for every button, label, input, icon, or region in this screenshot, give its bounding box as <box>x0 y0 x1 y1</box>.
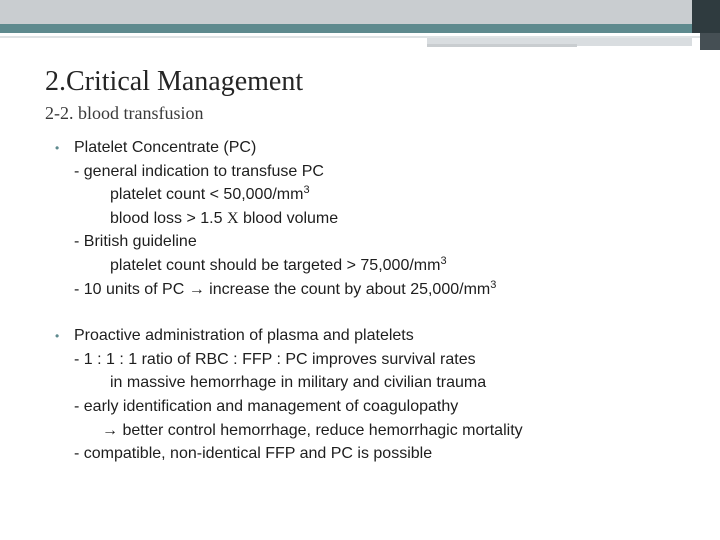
section1-line3-a: blood loss > 1.5 <box>110 210 227 227</box>
top-grey-band <box>0 0 720 24</box>
section2-line4: → better control hemorrhage, reduce hemorrhagic mortality <box>102 422 523 439</box>
superscript: 3 <box>490 279 497 291</box>
section2-line1: - 1 : 1 : 1 ratio of RBC : FFP : PC improves survival rates <box>74 351 476 368</box>
bullet-icon: • <box>55 329 60 343</box>
section1-line2 <box>110 184 310 206</box>
section1-line3-x: X <box>226 210 239 227</box>
top-teal-band <box>0 24 720 33</box>
section1-line6 <box>74 279 496 301</box>
section1-line1: - general indication to transfuse PC <box>74 163 324 180</box>
section2-line5: - compatible, non-identical FFP and PC is possible <box>74 445 433 462</box>
superscript: 3 <box>440 255 447 267</box>
section1-line5-text: platelet count should be targeted > 75,000/mm <box>110 257 441 274</box>
slide-subtitle: 2-2. blood transfusion <box>45 103 204 123</box>
section1-line5 <box>110 255 447 277</box>
section2-heading: Proactive administration of plasma and platelets <box>74 327 414 344</box>
bullet-icon: • <box>55 141 60 155</box>
section1-line2-text: platelet count < 50,000/mm <box>110 186 304 203</box>
slide-title: 2.Critical Management <box>45 66 304 97</box>
header-accent-bar-small <box>427 44 577 47</box>
section1-line3 <box>110 208 338 230</box>
section2-line2: in massive hemorrhage in military and civilian trauma <box>110 374 487 391</box>
corner-dark-block <box>692 0 720 33</box>
section1-line3-b: blood volume <box>238 210 339 227</box>
section1-heading: Platelet Concentrate (PC) <box>74 139 257 156</box>
superscript: 3 <box>303 184 310 196</box>
section1-line4: - British guideline <box>74 233 197 250</box>
section1-line6-text: - 10 units of PC → increase the count by about 25,000/mm <box>74 281 491 298</box>
section2-line3: - early identification and management of coagulopathy <box>74 398 459 415</box>
